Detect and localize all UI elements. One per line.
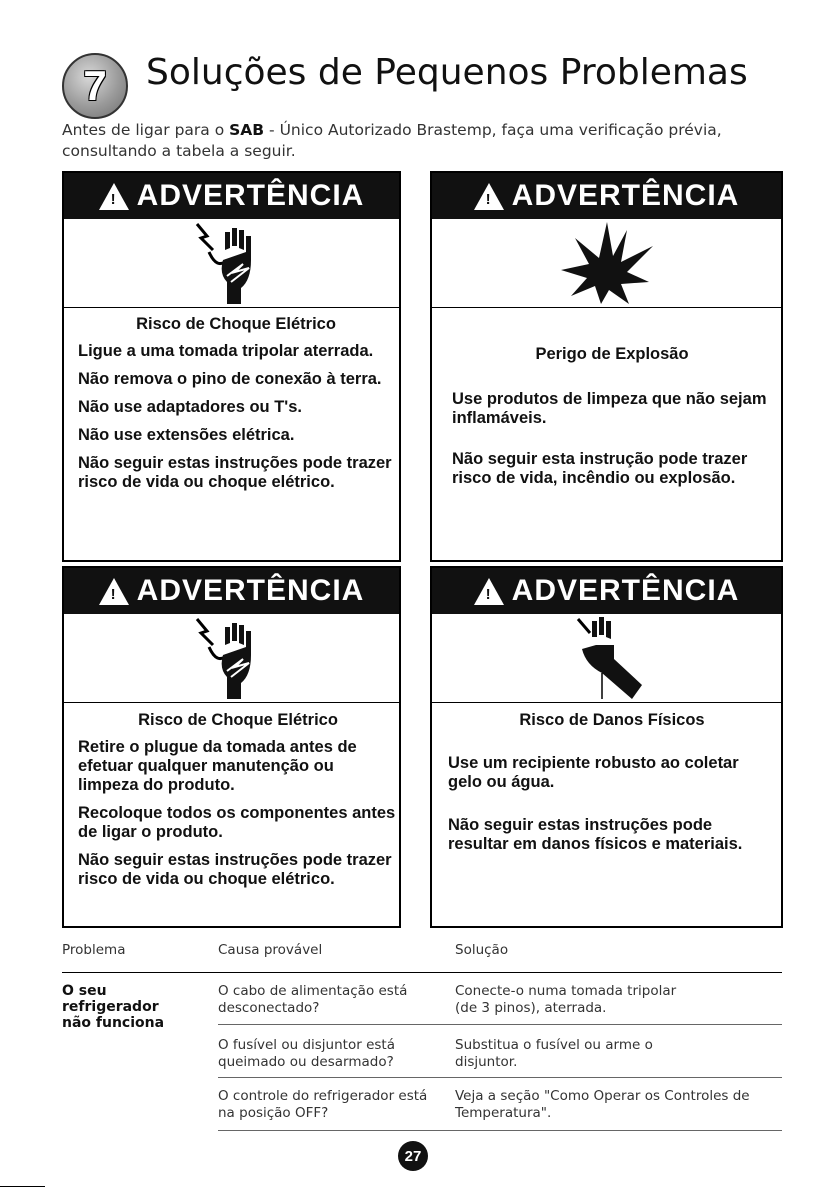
warning-line: Não seguir estas instruções pode trazer risco de vida ou choque elétrico. [78,454,392,491]
warning-subtitle: Risco de Choque Elétrico [138,711,338,729]
intro-text-before: Antes de ligar para o [62,121,230,139]
warning-line: Ligue a uma tomada tripolar aterrada. [78,342,374,360]
warning-header [432,568,781,614]
electric-shock-hand-icon [64,220,399,308]
warning-line: Não use adaptadores ou T's. [78,398,302,416]
footer-line [0,1186,45,1187]
warning-divider [432,307,781,308]
intro-bold: SAB [229,121,265,139]
alert-triangle-icon: ! [474,183,504,210]
explosion-icon [432,220,781,306]
warning-line: Não remova o pino de conexão à terra. [78,370,382,388]
warning-box-electric-1 [62,171,401,562]
chapter-number: 7 [83,62,107,109]
warning-body [78,711,398,898]
table-row-1-solution: Conecte-o numa tomada tripolar (de 3 pinos), aterrada. [455,983,677,1016]
warning-subtitle: Perigo de Explosão [535,345,689,363]
table-row-3-solution: Veja a seção "Como Operar os Controles de Temperatura". [455,1088,750,1121]
table-row-2-solution: Substitua o fusível ou arme o disjuntor. [455,1037,653,1070]
warning-header-text: ADVERTÊNCIA [511,574,740,607]
warning-body [448,711,776,863]
table-bottom-rule [218,1130,782,1131]
alert-triangle-icon: ! [99,578,129,605]
warning-header [432,173,781,219]
alert-triangle-icon: ! [99,183,129,210]
page-number: 27 [398,1141,428,1171]
warning-header [64,568,399,614]
warning-divider [64,307,399,308]
alert-triangle-icon: ! [474,578,504,605]
warning-header-text: ADVERTÊNCIA [511,179,740,212]
column-header-solution: Solução [455,942,509,958]
table-header-rule [62,972,782,973]
warning-line: Use um recipiente robusto ao coletar gelo ou água. [448,754,739,791]
table-row-rule [218,1077,782,1078]
column-header-cause: Causa provável [218,942,323,958]
warning-line: Use produtos de limpeza que não sejam inflamáveis. [452,390,767,427]
warning-line: Não use extensões elétrica. [78,426,295,444]
column-header-problem: Problema [62,942,126,958]
warning-line: Não seguir estas instruções pode trazer risco de vida ou choque elétrico. [78,851,392,888]
warning-body [452,345,772,497]
warning-subtitle: Risco de Choque Elétrico [136,315,336,333]
warning-header-text: ADVERTÊNCIA [136,179,365,212]
problem-label: O seu refrigerador não funciona [62,983,165,1031]
warning-header-text: ADVERTÊNCIA [136,574,365,607]
table-row-rule [218,1024,782,1025]
intro-text-after: - Único Autorizado Brastemp, faça uma verificação prévia, consultando a tabela a seguir. [62,121,722,160]
warning-line: Não seguir estas instruções pode resultar em danos físicos e materiais. [448,816,743,853]
warning-body [78,315,394,501]
electric-shock-hand-icon [64,615,399,703]
warning-line: Recoloque todos os componentes antes de ligar o produto. [78,804,396,841]
table-row-3-cause: O controle do refrigerador está na posição OFF? [218,1088,428,1121]
warning-divider [432,702,781,703]
warning-box-electric-2 [62,566,401,928]
warning-subtitle: Risco de Danos Físicos [519,711,705,729]
chapter-badge [62,53,128,119]
warning-line: Não seguir esta instrução pode trazer risco de vida, incêndio ou explosão. [452,450,748,487]
warning-box-explosion [430,171,783,562]
warning-box-physical [430,566,783,928]
page-title: Soluções de Pequenos Problemas [146,52,748,93]
warning-line: Retire o plugue da tomada antes de efetuar qualquer manutenção ou limpeza do produto. [78,738,357,794]
table-row-1-cause: O cabo de alimentação está desconectado? [218,983,408,1016]
warning-header [64,173,399,219]
intro-paragraph [62,120,762,162]
hand-injury-icon [432,615,781,703]
warning-divider [64,702,399,703]
table-row-2-cause: O fusível ou disjuntor está queimado ou desarmado? [218,1037,395,1070]
